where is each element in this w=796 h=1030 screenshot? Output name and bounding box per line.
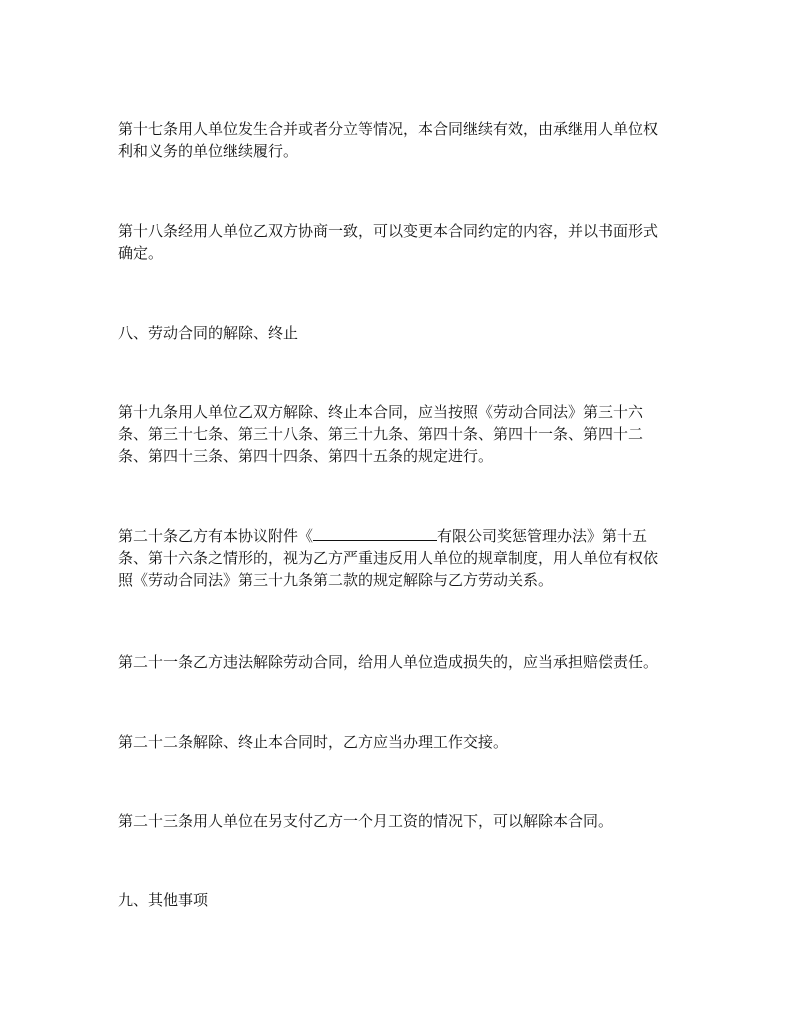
article-20 [118, 525, 684, 591]
article-18-line-2: 确定。 [118, 244, 164, 262]
article-18-line-1: 第十八条经用人单位乙双方协商一致，可以变更本合同约定的内容，并以书面形式 [118, 222, 659, 240]
section-8-heading: 八、劳动合同的解除、终止 [118, 324, 299, 342]
article-17-line-2: 利和义务的单位继续履行。 [118, 142, 299, 160]
article-20-line-1-pre: 第二十条乙方有本协议附件《 [118, 527, 314, 545]
article-17 [118, 118, 684, 162]
article-19 [118, 401, 684, 467]
article-23: 第二十三条用人单位在另支付乙方一个月工资的情况下，可以解除本合同。 [118, 812, 614, 830]
article-20-line-1-post: 有限公司奖惩管理办法》第十五 [437, 527, 648, 545]
company-name-blank [313, 525, 437, 541]
article-20-line-3: 照《劳动合同法》第三十九条第二款的规定解除与乙方劳动关系。 [118, 571, 554, 589]
article-19-line-2: 条、第三十七条、第三十八条、第三十九条、第四十条、第四十一条、第四十二 [118, 425, 644, 443]
article-21: 第二十一条乙方违法解除劳动合同，给用人单位造成损失的，应当承担赔偿责任。 [118, 653, 659, 671]
article-18 [118, 220, 684, 264]
article-19-line-1: 第十九条用人单位乙双方解除、终止本合同，应当按照《劳动合同法》第三十六 [118, 403, 644, 421]
article-17-line-1: 第十七条用人单位发生合并或者分立等情况，本合同继续有效，由承继用人单位权 [118, 120, 659, 138]
section-9-heading: 九、其他事项 [118, 891, 209, 909]
article-19-line-3: 条、第四十三条、第四十四条、第四十五条的规定进行。 [118, 447, 494, 465]
article-20-line-1 [118, 525, 684, 547]
article-20-line-2: 条、第十六条之情形的，视为乙方严重违反用人单位的规章制度，用人单位有权依 [118, 549, 659, 567]
article-22: 第二十二条解除、终止本合同时，乙方应当办理工作交接。 [118, 733, 509, 751]
